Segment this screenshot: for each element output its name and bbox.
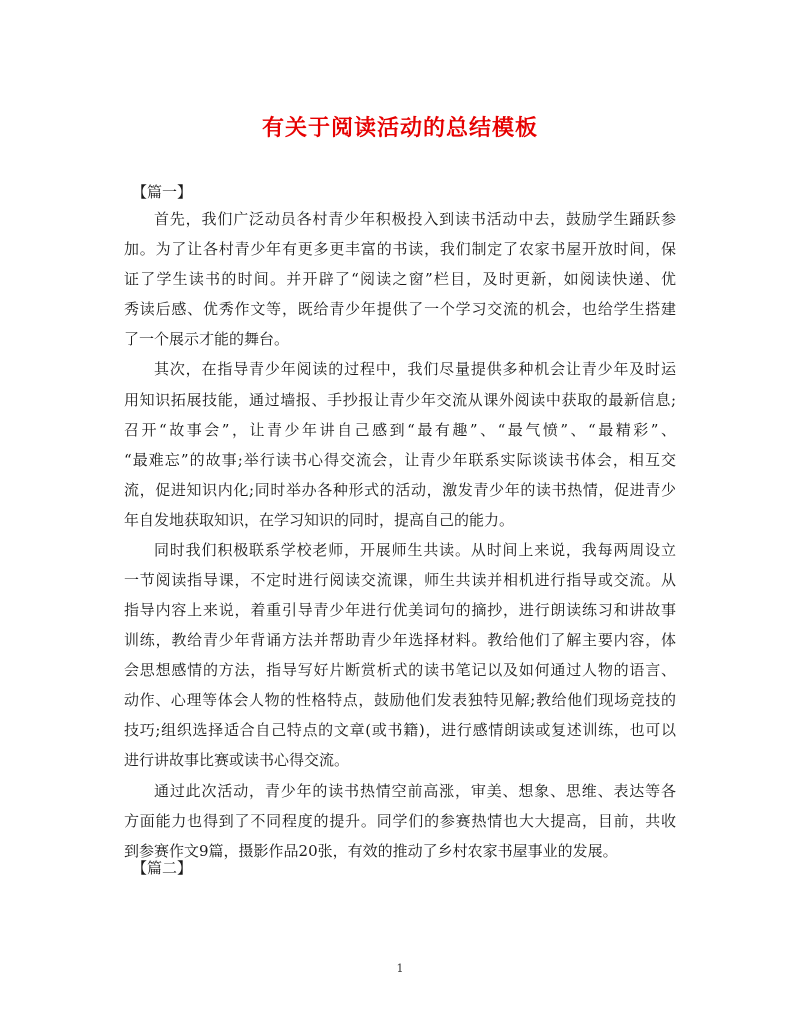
text-line: 秀读后感、优秀作文等，既给青少年提供了一个学习交流的机会，也给学生搭建	[124, 300, 676, 318]
text-line: 训练，教给青少年背诵方法并帮助青少年选择材料。教给他们了解主要内容，体	[124, 631, 676, 649]
text-line: 加。为了让各村青少年有更多更丰富的书读，我们制定了农家书屋开放时间，保	[124, 240, 676, 258]
text-line: 会思想感情的方法，指导写好片断赏析式的读书笔记以及如何通过人物的语言、	[124, 661, 676, 679]
text-line: 用知识拓展技能，通过墙报、手抄报让青少年交流从课外阅读中获取的最新信息;	[124, 391, 676, 409]
section-heading-1: 【篇一】	[132, 183, 193, 201]
text-line: 召开“故事会”，让青少年讲自己感到“最有趣”、“最气愤”、“最精彩”、	[124, 421, 676, 439]
document-title: 有关于阅读活动的总结模板	[261, 115, 538, 141]
section-heading-2: 【篇二】	[132, 859, 193, 877]
text-line: 流，促进知识内化;同时举办各种形式的活动，激发青少年的读书热情，促进青少	[124, 481, 676, 499]
text-line: 其次，在指导青少年阅读的过程中，我们尽量提供多种机会让青少年及时运	[154, 360, 676, 378]
text-line: 证了学生读书的时间。并开辟了“阅读之窗”栏目，及时更新，如阅读快递、优	[124, 270, 676, 288]
text-line: 进行讲故事比赛或读书心得交流。	[124, 751, 350, 769]
text-line: 一节阅读指导课，不定时进行阅读交流课，师生共读并相机进行指导或交流。从	[124, 571, 676, 589]
text-line: “最难忘”的故事;举行读书心得交流会，让青少年联系实际谈读书体会，相互交	[124, 451, 676, 469]
page-number: 1	[396, 962, 404, 975]
text-line: 指导内容上来说，着重引导青少年进行优美词句的摘抄，进行朗读练习和讲故事	[124, 601, 676, 619]
text-line: 了一个展示才能的舞台。	[124, 330, 290, 348]
text-line: 方面能力也得到了不同程度的提升。同学们的参赛热情也大大提高，目前，共收	[124, 812, 676, 830]
text-line: 到参赛作文9篇，摄影作品20张，有效的推动了乡村农家书屋事业的发展。	[124, 842, 618, 860]
text-line: 技巧;组织选择适合自己特点的文章(或书籍)，进行感情朗读或复述训练，也可以	[124, 721, 676, 739]
text-line: 首先，我们广泛动员各村青少年积极投入到读书活动中去，鼓励学生踊跃参	[154, 210, 676, 228]
text-line: 通过此次活动，青少年的读书热情空前高涨，审美、想象、思维、表达等各	[154, 782, 676, 800]
text-line: 动作、心理等体会人物的性格特点，鼓励他们发表独特见解;教给他们现场竞技的	[124, 691, 676, 709]
text-line: 同时我们积极联系学校老师，开展师生共读。从时间上来说，我每两周设立	[154, 541, 676, 559]
text-line: 年自发地获取知识，在学习知识的同时，提高自己的能力。	[124, 511, 515, 529]
